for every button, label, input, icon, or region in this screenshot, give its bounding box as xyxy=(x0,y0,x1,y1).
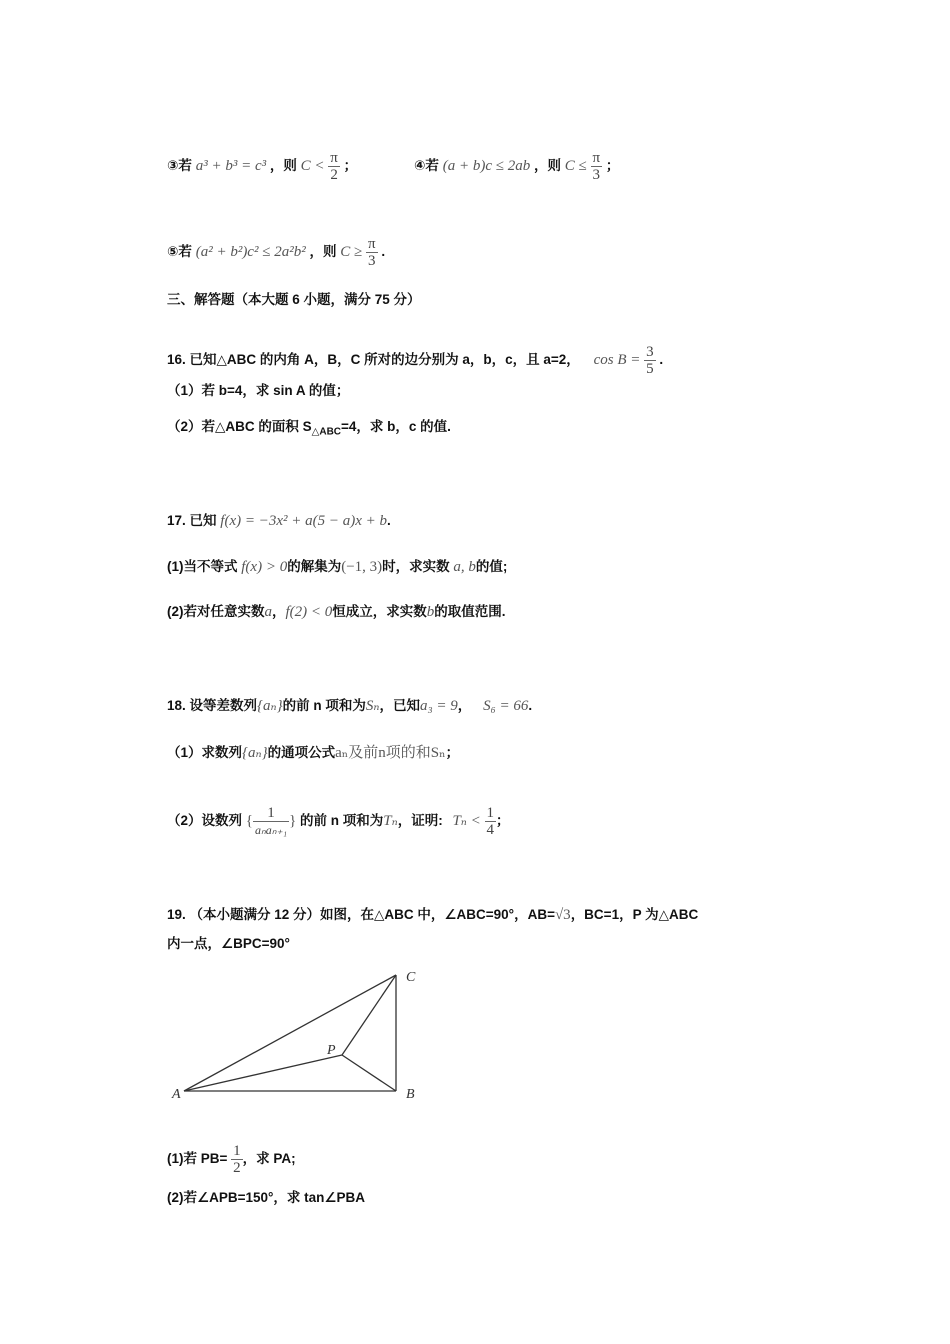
question-18-stem xyxy=(167,697,532,715)
q18-comma: ， xyxy=(457,698,472,713)
label-p: P xyxy=(327,1043,336,1058)
q18-p1-formula: aₙ及前n项的和Sₙ xyxy=(335,745,446,761)
q18-p1-text-2: 的通项公式 xyxy=(267,745,336,760)
q18-stem-text: 18. 设等差数列 xyxy=(167,698,258,713)
q17-p2-var-a: a xyxy=(264,604,272,620)
label-c: C xyxy=(406,970,416,985)
q18-p2-tn: Tₙ xyxy=(383,813,398,830)
q17-p2-text-2: 恒成立，求实数 xyxy=(332,604,427,619)
q18-p1-end: ； xyxy=(445,745,460,760)
item-4-separator: ； xyxy=(605,158,620,174)
q18-end: . xyxy=(528,698,533,713)
label-b: B xyxy=(406,1087,415,1102)
q17-end: . xyxy=(387,513,391,528)
q18-a3: a₃ = 9 xyxy=(419,698,458,714)
q17-p1-inequality: f(x) > 0 xyxy=(241,559,288,575)
item-4-formula: (a + b)c ≤ 2ab xyxy=(442,158,531,175)
q18-p2-text: （2）设数列 xyxy=(167,813,243,829)
q18-s6: S₆ = 66 xyxy=(483,698,529,714)
section-heading: 三、解答题（本大题 6 小题，满分 75 分） xyxy=(167,292,421,307)
fraction-numerator: π xyxy=(368,236,376,252)
q17-p1-text-2: 的解集为 xyxy=(287,559,342,574)
fraction-numerator: 1 xyxy=(233,1143,241,1159)
q18-p2-inequality: Tₙ < xyxy=(452,813,481,830)
item-3-then: ，则 xyxy=(269,158,297,174)
item-4-condition: C ≤ xyxy=(564,158,587,175)
question-17-stem xyxy=(167,512,391,530)
fraction-denominator: 4 xyxy=(486,822,495,838)
question-16-stem xyxy=(167,344,663,377)
question-17-part-1 xyxy=(167,558,507,576)
q19-text: 19. （本小题满分 12 分）如图，在△ABC 中，∠ABC=90°，AB= xyxy=(167,907,555,922)
fraction-numerator: 3 xyxy=(646,344,654,360)
q16-end: . xyxy=(659,352,664,368)
segment-ap xyxy=(184,1055,342,1091)
q18-p2-end: ； xyxy=(496,813,510,829)
q17-p2-comma: ， xyxy=(272,604,286,619)
q19-text-2: ，BC=1，P 为△ABC xyxy=(570,907,699,922)
question-19-part-2: (2)若∠APB=150°，求 tan∠PBA xyxy=(167,1190,366,1205)
q18-text-2: 的前 n 项和为 xyxy=(282,698,366,713)
item-5-fraction xyxy=(366,236,378,269)
q19-p1-text: (1)若 PB= xyxy=(167,1151,228,1167)
q17-p2-var-b: b xyxy=(426,604,435,620)
item-5 xyxy=(167,236,385,269)
item-5-marker: ⑤若 xyxy=(167,244,192,260)
fraction-denominator: aₙaₙ₊₁ xyxy=(254,823,288,837)
segment-pc xyxy=(342,975,396,1055)
q16-cos-fraction xyxy=(644,344,656,377)
label-a: A xyxy=(172,1087,181,1102)
q17-p1-text: (1)当不等式 xyxy=(167,559,238,574)
fraction-numerator: 1 xyxy=(253,805,289,822)
item-3 xyxy=(167,150,357,183)
q16-p2-text: （2）若△ABC 的面积 S xyxy=(167,419,312,434)
q16-stem-text: 16. 已知△ABC 的内角 A，B，C 所对的边分别为 a，b，c，且 a=2， xyxy=(167,352,580,368)
fraction-denominator: 3 xyxy=(368,253,376,269)
fraction-denominator: 3 xyxy=(592,167,601,183)
fraction-denominator: 2 xyxy=(233,1160,241,1176)
q16-cos-label: cos B = xyxy=(593,352,641,369)
q17-p1-vars: a, b xyxy=(453,559,476,575)
q18-p2-brace-open: { xyxy=(245,813,253,830)
fraction-numerator: π xyxy=(592,150,601,166)
q16-p2-subscript: △ABC xyxy=(311,426,342,438)
q19-sqrt: √3 xyxy=(554,907,571,923)
q18-sn: Sₙ xyxy=(365,698,380,714)
q18-p2-bound-fraction xyxy=(485,805,497,838)
q17-function: f(x) = −3x² + a(5 − a)x + b xyxy=(220,513,388,529)
question-17-part-2 xyxy=(167,603,506,621)
q18-p2-text-2: 的前 n 项和为 xyxy=(300,813,384,829)
q17-p1-text-3: 时，求实数 xyxy=(382,559,450,574)
item-4 xyxy=(414,150,619,183)
q18-p2-text-3: ，证明: xyxy=(397,813,443,829)
item-3-condition: C < xyxy=(300,158,325,175)
fraction-denominator: 5 xyxy=(646,361,654,377)
q17-p2-text-3: 的取值范围. xyxy=(434,604,506,619)
item-4-then: ，则 xyxy=(533,158,561,174)
question-19-part-1 xyxy=(167,1143,296,1176)
question-19-line-2: 内一点，∠BPC=90° xyxy=(167,936,290,951)
fraction-denominator: 2 xyxy=(330,167,338,183)
q18-sequence: {aₙ} xyxy=(257,698,283,714)
question-16-part-1: （1）若 b=4，求 sin A 的值； xyxy=(167,383,350,398)
item-3-formula: a³ + b³ = c³ xyxy=(195,158,267,175)
q19-p1-fraction xyxy=(231,1143,243,1176)
q17-p1-solution-set: (−1, 3) xyxy=(341,559,383,575)
question-19-line-1 xyxy=(167,906,698,924)
item-4-marker: ④若 xyxy=(414,158,439,174)
q18-p2-brace-close: } xyxy=(289,813,297,830)
triangle-diagram xyxy=(170,965,430,1110)
q17-p1-text-4: 的值; xyxy=(475,559,508,574)
item-3-fraction xyxy=(328,150,340,183)
q17-p2-text: (2)若对任意实数 xyxy=(167,604,265,619)
q17-p2-inequality: f(2) < 0 xyxy=(285,604,333,620)
question-18-part-1 xyxy=(167,744,459,762)
segment-ac xyxy=(184,975,396,1091)
item-5-condition: C ≥ xyxy=(340,244,363,261)
q18-p1-sequence: {aₙ} xyxy=(242,745,268,761)
q17-stem-text: 17. 已知 xyxy=(167,513,217,528)
segment-pb xyxy=(342,1055,396,1091)
item-5-then: ，则 xyxy=(309,244,337,260)
item-5-separator: . xyxy=(381,244,386,260)
q18-p2-fraction xyxy=(253,805,289,838)
question-16-part-2 xyxy=(167,418,451,442)
q18-text-3: ，已知 xyxy=(379,698,420,713)
q19-p1-text-2: ，求 PA; xyxy=(242,1151,296,1167)
fraction-numerator: π xyxy=(330,150,338,166)
item-3-separator: ； xyxy=(343,158,358,174)
item-4-fraction xyxy=(591,150,603,183)
q18-p1-text: （1）求数列 xyxy=(167,745,243,760)
item-3-marker: ③若 xyxy=(167,158,192,174)
fraction-numerator: 1 xyxy=(486,805,495,821)
q16-p2-text-end: =4，求 b，c 的值. xyxy=(341,419,451,434)
item-5-formula: (a² + b²)c² ≤ 2a²b² xyxy=(195,244,306,261)
question-18-part-2 xyxy=(167,805,510,838)
